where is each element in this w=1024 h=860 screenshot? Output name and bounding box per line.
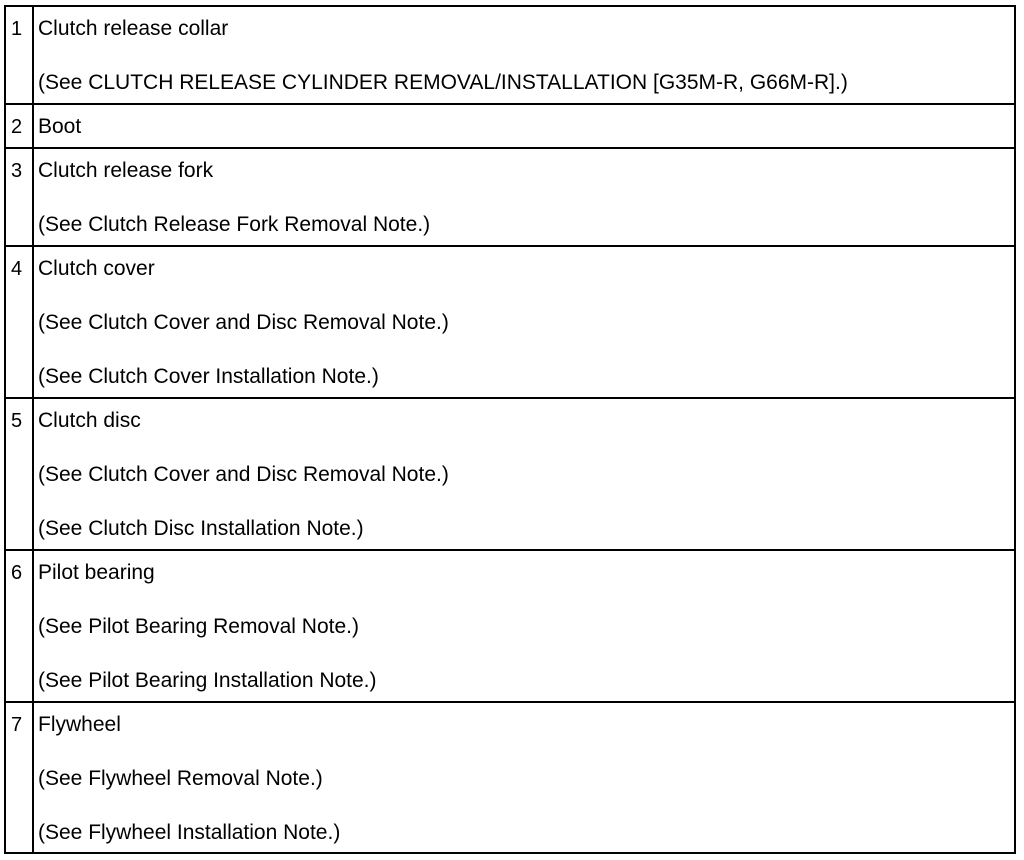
item-note: (See Clutch Release Fork Removal Note.) xyxy=(38,213,431,236)
item-note: (See Clutch Cover Installation Note.) xyxy=(38,365,379,388)
item-number: 5 xyxy=(6,399,34,549)
item-name: Clutch release collar xyxy=(38,17,229,40)
item-content xyxy=(34,703,1014,853)
item-note: (See CLUTCH RELEASE CYLINDER REMOVAL/INSTALLATION [G35M-R, G66M-R].) xyxy=(38,71,848,94)
item-number: 3 xyxy=(6,149,34,245)
item-name: Flywheel xyxy=(38,713,121,736)
table-row xyxy=(6,701,1014,853)
item-name: Clutch release fork xyxy=(38,159,214,182)
item-content xyxy=(34,149,1014,245)
table-row xyxy=(6,397,1014,549)
table-row xyxy=(6,103,1014,147)
table-row xyxy=(6,7,1014,103)
item-note: (See Flywheel Removal Note.) xyxy=(38,767,323,790)
item-note: (See Clutch Cover and Disc Removal Note.) xyxy=(38,463,449,486)
table-row xyxy=(6,147,1014,245)
item-content xyxy=(34,551,1014,701)
item-note: (See Clutch Disc Installation Note.) xyxy=(38,517,364,540)
table-row xyxy=(6,245,1014,397)
item-name: Clutch disc xyxy=(38,409,141,432)
item-number: 4 xyxy=(6,247,34,397)
item-number: 7 xyxy=(6,703,34,853)
item-number: 6 xyxy=(6,551,34,701)
item-number: 1 xyxy=(6,7,34,103)
item-number: 2 xyxy=(6,105,34,147)
item-content xyxy=(34,247,1014,397)
item-note: (See Pilot Bearing Installation Note.) xyxy=(38,669,377,692)
item-content xyxy=(34,7,1014,103)
item-note: (See Clutch Cover and Disc Removal Note.) xyxy=(38,311,449,334)
parts-table xyxy=(4,5,1016,854)
table-row xyxy=(6,549,1014,701)
item-content xyxy=(34,105,1014,147)
item-content xyxy=(34,399,1014,549)
item-note: (See Flywheel Installation Note.) xyxy=(38,821,341,844)
item-name: Pilot bearing xyxy=(38,561,155,584)
item-name: Boot xyxy=(38,115,82,138)
item-name: Clutch cover xyxy=(38,257,155,280)
item-note: (See Pilot Bearing Removal Note.) xyxy=(38,615,359,638)
